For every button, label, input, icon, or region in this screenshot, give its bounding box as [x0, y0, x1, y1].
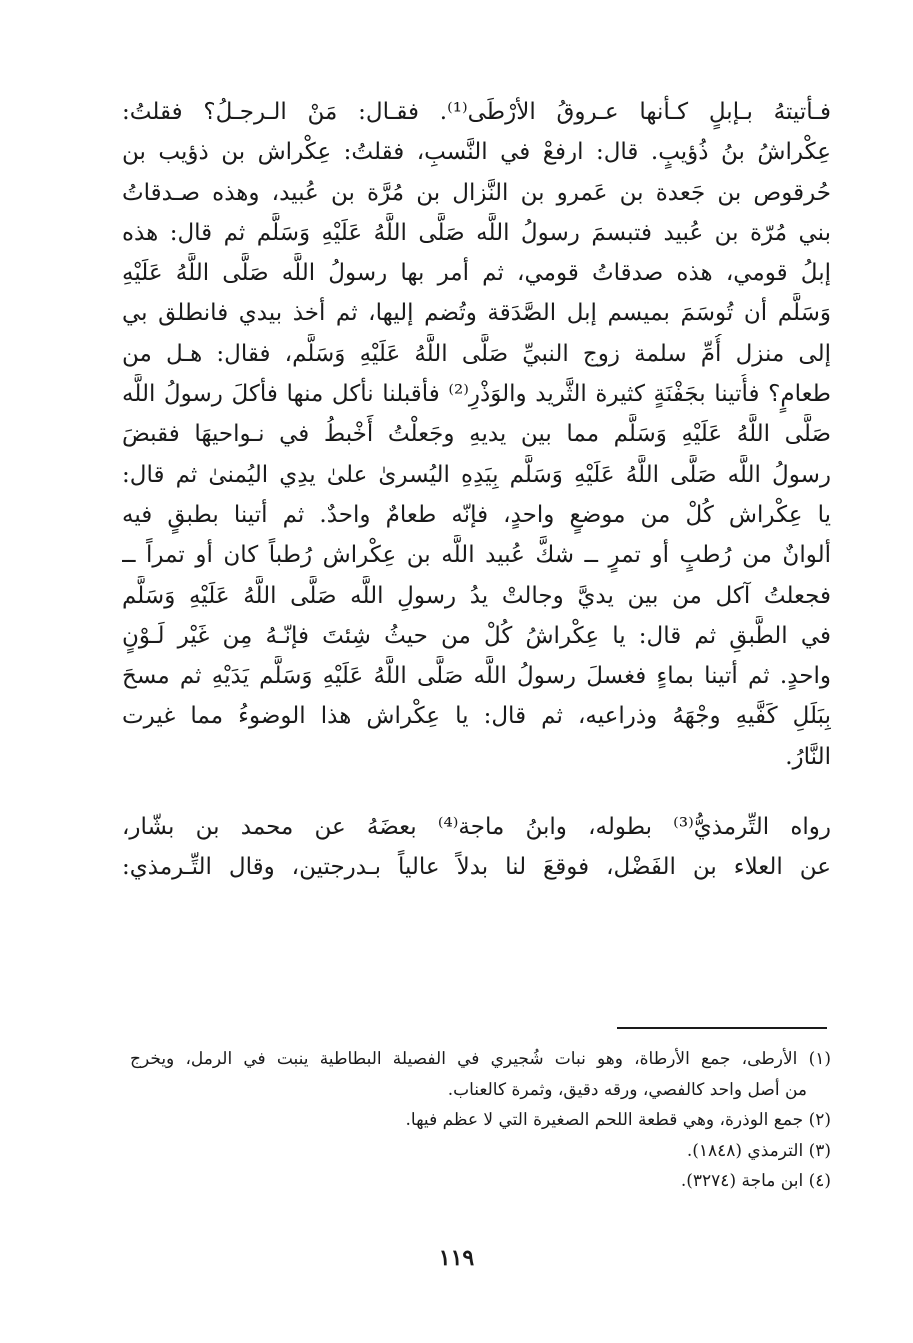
footnote-3: (٣) الترمذي (١٨٤٨).: [686, 1140, 831, 1161]
text-line: واحدٍ. ثم أتينا بماءٍ فغسلَ رسولُ اللَّه صَلَّى اللَّهُ عَلَيْهِ وَسَلَّم يَدَيْهِ ثم مسحَ: [122, 663, 831, 690]
text-line: رواه التِّرمذيُّ⁽³⁾ بطوله، وابنُ ماجة⁽⁴⁾ بعضَهُ عن محمد بن بشّار،: [122, 814, 831, 841]
text-line: بِبَلَلِ كَفَّيهِ وجْهَهُ وذراعيه، ثم قال: يا عِكْراش هذا الوضوءُ مما غيرت: [122, 703, 831, 730]
footnotes: [130, 1044, 831, 1197]
text-line: طعامٍ؟ فأُتينا بجَفْنَةٍ كثيرة الثَّريد والوَذْرِ⁽²⁾ فأقبلنا نأكل منها فأكلَ رسولُ اللَّه: [122, 381, 831, 408]
text-line: فجعلتُ آكل من بين يديَّ وجالتْ يدُ رسولِ اللَّه صَلَّى اللَّهُ عَلَيْهِ وَسَلَّم: [122, 582, 831, 609]
text-line: عِكْراشُ بنُ ذُؤيبٍ. قال: ارفعْ في النَّسبِ، فقلتُ: عِكْراش بن ذؤيب بن: [122, 139, 831, 166]
footnote-1: (١) الأرطى، جمع الأرطاة، وهو نبات شُجيري في الفصيلة البطاطية ينبت في الرمل، ويخرج: [130, 1049, 831, 1069]
paragraph-hadith: [122, 92, 831, 777]
footnote-1-continuation: من أصل واحد كالفصي، ورقه دقيق، وثمرة كالعناب.: [447, 1079, 807, 1100]
text-line: في الطَّبقِ ثم قال: يا عِكْراشُ كُلْ من حيثُ شِئتَ فإنّـهُ مِن غَيْر لَـوْنٍ: [122, 622, 831, 649]
text-line: بني مُرّة بن عُبيد فتبسمَ رسولُ اللَّه صَلَّى اللَّهُ عَلَيْهِ وَسَلَّم ثم قال: هذه: [122, 219, 831, 246]
text-line: فـأتيتهُ بـإبلٍ كـأنها عـروقُ الأرْطَى⁽¹⁾. فقـال: مَنْ الـرجـلُ؟ فقلتُ:: [122, 99, 831, 125]
text-line: النَّارُ.: [785, 743, 831, 770]
text-line: حُرقوص بن جَعدة بن عَمرو بن النَّزال بن مُرَّة بن عُبيد، وهذه صـدقاتُ: [122, 179, 831, 206]
text-line: إبلُ قومي، هذه صدقاتُ قومي، ثم أمر بها رسولُ اللَّه صَلَّى اللَّهُ عَلَيْهِ: [122, 260, 831, 287]
page-number: ١١٩: [438, 1245, 475, 1271]
text-line: إلى منزل أُمِّ سلمة زوج النبيِّ صَلَّى اللَّهُ عَلَيْهِ وَسَلَّم، فقال: هـل من: [122, 340, 831, 367]
text-line: صَلَّى اللَّهُ عَلَيْهِ وَسَلَّم مما بين يديهِ وجَعلْتُ أَخْبطُ في نـواحيهَا فقبضَ: [122, 421, 831, 448]
paragraph-takhrij: [122, 807, 831, 888]
text-line: وَسَلَّم أن تُوسَمَ بميسم إبل الصَّدَقة وتُضم إليها، ثم أخذ بيدي فانطلق بي: [122, 300, 831, 327]
text-line: يا عِكْراش كُلْ من موضعٍ واحدٍ، فإنّه طعامٌ واحدٌ. ثم أتينا بطبقٍ فيه: [122, 501, 831, 528]
footnote-separator: [617, 1027, 827, 1029]
text-line: رسولُ اللَّه صَلَّى اللَّهُ عَلَيْهِ وَسَلَّم بِيَدِهِ اليُسرىٰ علىٰ يدِي اليُمنىٰ ثم قال:: [122, 461, 831, 488]
text-line: ألوانٌ من رُطبٍ أو تمرٍ ــ شكَّ عُبيد اللَّه بن عِكْراش رُطباً كان أو تمراً ــ: [122, 542, 831, 569]
footnote-4: (٤) ابن ماجة (٣٢٧٤).: [680, 1171, 831, 1191]
footnote-2: (٢) جمع الوذرة، وهي قطعة اللحم الصغيرة التي لا عظم فيها.: [405, 1110, 831, 1130]
text-line: عن العلاء بن الفَضْل، فوقعَ لنا بدلاً عالياً بـدرجتين، وقال التِّـرمذي:: [122, 854, 831, 881]
main-text: [122, 92, 831, 888]
